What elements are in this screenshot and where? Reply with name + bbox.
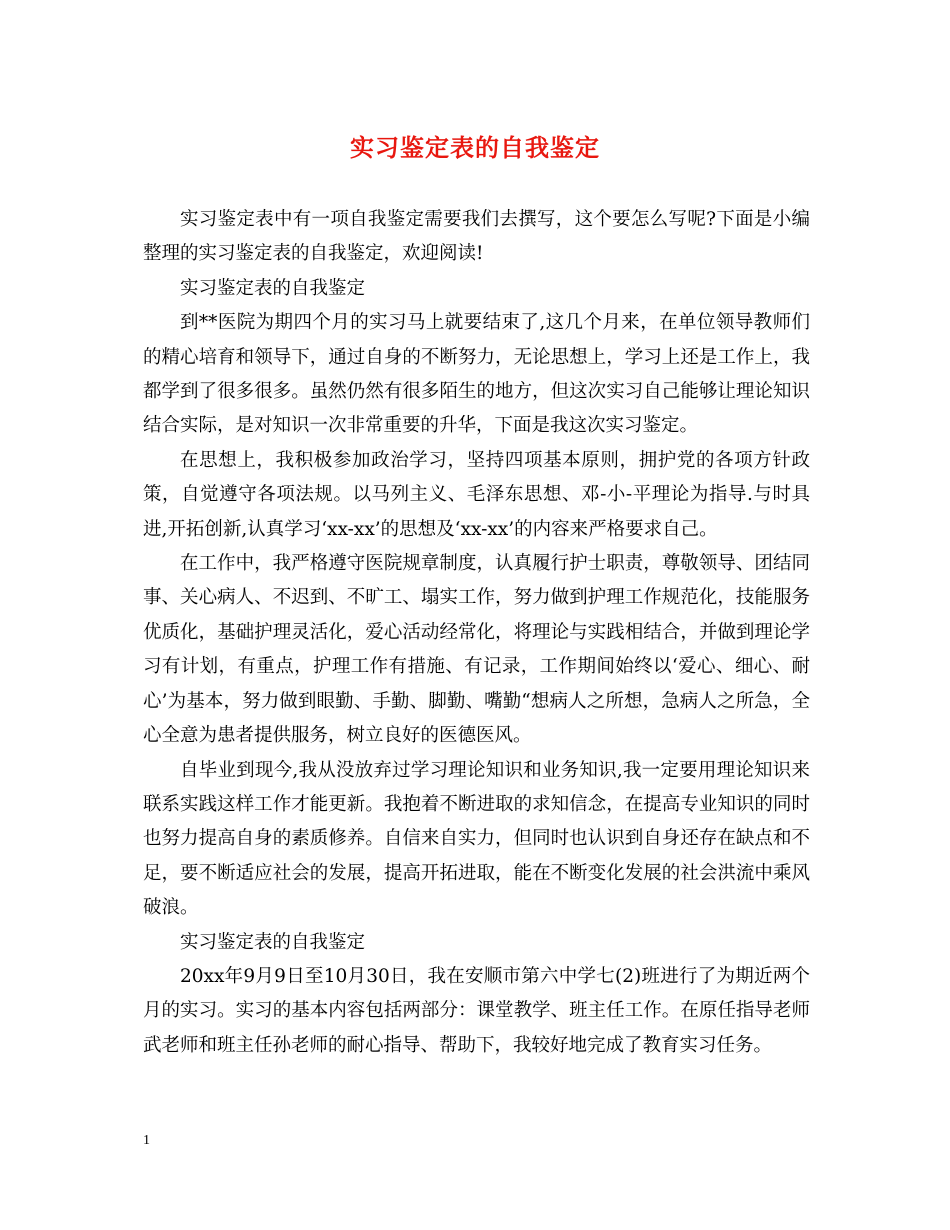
paragraph: 20xx年9月9日至10月30日，我在安顺市第六中学七(2)班进行了为期近两个月的实习。实习的基本内容包括两部分：课堂教学、班主任工作。在原任指导老师武老师和班主任孙老师的耐心指导、帮助下，我较好地完成了教育实习任务。 bbox=[143, 965, 810, 1056]
paragraph: 在思想上，我积极参加政治学习，坚持四项基本原则，拥护党的各项方针政策，自觉遵守各项法规。以马列主义、毛泽东思想、邓-小-平理论为指导.与时具进,开拓创新,认真学习‘xx-xx’的思想及‘xx-xx’的内容来严格要求自己。 bbox=[143, 449, 810, 540]
section-heading: 实习鉴定表的自我鉴定 bbox=[180, 277, 366, 299]
page-number: 1 bbox=[143, 1133, 150, 1148]
paragraph-intro: 实习鉴定表中有一项自我鉴定需要我们去撰写，这个要怎么写呢?下面是小编整理的实习鉴定表的自我鉴定，欢迎阅读! bbox=[143, 209, 810, 265]
paragraph: 到**医院为期四个月的实习马上就要结束了,这几个月来，在单位领导教师们的精心培育和领导下，通过自身的不断努力，无论思想上，学习上还是工作上，我都学到了很多很多。虽然仍然有很多陌生的地方，但这次实习自己能够让理论知识结合实际，是对知识一次非常重要的升华，下面是我这次实习鉴定。 bbox=[143, 312, 810, 437]
document-body bbox=[143, 203, 810, 1063]
paragraph: 在工作中，我严格遵守医院规章制度，认真履行护士职责，尊敬领导、团结同事、关心病人、不迟到、不旷工、塌实工作，努力做到护理工作规范化，技能服务优质化，基础护理灵活化，爱心活动经常化，将理论与实践相结合，并做到理论学习有计划，有重点，护理工作有措施、有记录，工作期间始终以‘爱心、细心、耐心’为基本，努力做到眼勤、手勤、脚勤、嘴勤“想病人之所想，急病人之所急，全心全意为患者提供服务，树立良好的医德医风。 bbox=[143, 553, 810, 747]
section-heading: 实习鉴定表的自我鉴定 bbox=[180, 931, 366, 953]
document-title: 实习鉴定表的自我鉴定 bbox=[350, 133, 600, 162]
paragraph: 自毕业到现今,我从没放弃过学习理论知识和业务知识,我一定要用理论知识来联系实践这样工作才能更新。我抱着不断进取的求知信念，在提高专业知识的同时也努力提高自身的素质修养。自信来自实力，但同时也认识到自身还存在缺点和不足，要不断适应社会的发展，提高开拓进取，能在不断变化发展的社会洪流中乘风破浪。 bbox=[143, 759, 810, 919]
